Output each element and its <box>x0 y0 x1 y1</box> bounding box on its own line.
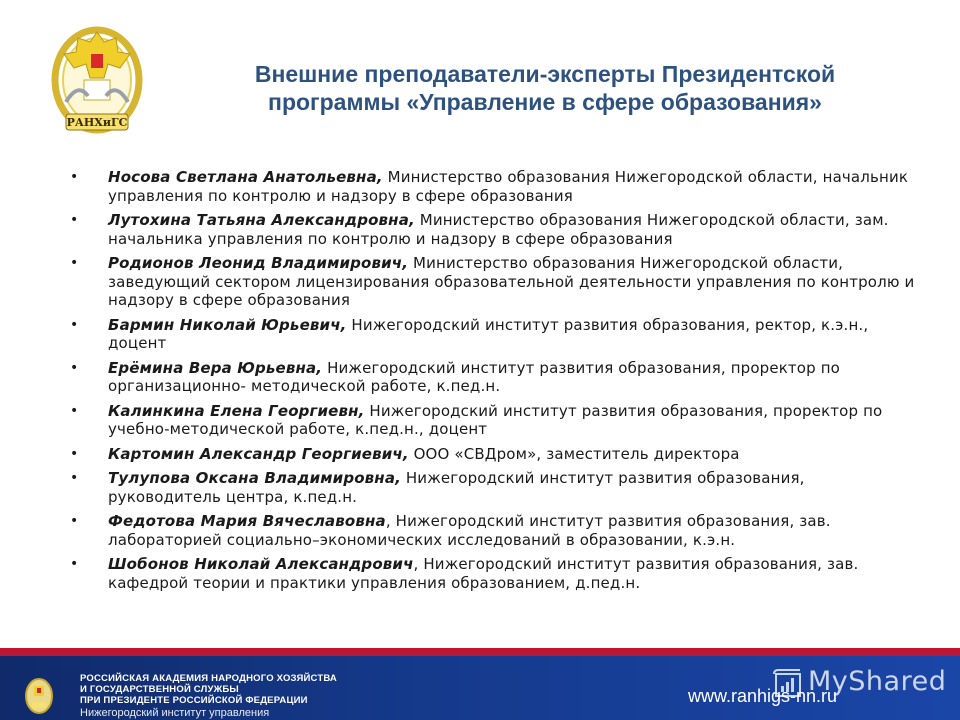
expert-description: Нижегородский институт развития образования, руководитель центра, к.пед.н. <box>108 469 805 506</box>
svg-text:РАНХиГС: РАНХиГС <box>66 116 128 129</box>
ranepa-emblem-logo <box>48 18 146 146</box>
bullet-icon: • <box>70 169 79 185</box>
expert-name: Шобонов Николай Александрович <box>108 555 414 573</box>
footer-red-stripe <box>0 648 960 656</box>
expert-name: Федотова Мария Вячеславовна <box>108 512 386 530</box>
institute-name: Нижегородский институт управления <box>80 707 270 719</box>
expert-description: Министерство образования Нижегородской области, зам. начальника управления по контролю и надзору в сфере образования <box>108 211 889 248</box>
expert-name: Лутохина Татьяна Александровна, <box>108 211 415 229</box>
expert-description: Нижегородский институт развития образования, проректор по учебно-методической работе, к.пед.н., доцент <box>108 401 883 438</box>
org-name-line-3: ПРИ ПРЕЗИДЕНТЕ РОССИЙСКОЙ ФЕДЕРАЦИИ <box>80 695 308 706</box>
expert-description: ООО «СВДром», заместитель директора <box>408 444 740 463</box>
page-title <box>160 60 930 116</box>
expert-item <box>70 359 920 396</box>
myshared-watermark: MyShared <box>808 666 947 697</box>
expert-description: , Нижегородский институт развития образования, зав. лабораторией социально–экономических исследований в образовании, к.э.н. <box>108 512 831 549</box>
bullet-icon: • <box>70 359 79 376</box>
expert-item <box>70 211 920 248</box>
expert-description: Нижегородский институт развития образования, проректор по организационно- методической работе, к.пед.н. <box>108 358 841 395</box>
expert-name: Картомин Александр Георгиевич, <box>108 444 409 463</box>
expert-name: Ерёмина Вера Юрьевна, <box>108 358 323 377</box>
expert-description: Нижегородский институт развития образования, ректор, к.э.н., доцент <box>108 315 869 352</box>
bullet-icon: • <box>70 255 79 271</box>
bullet-icon: • <box>70 212 79 228</box>
expert-item <box>70 469 920 506</box>
bullet-icon: • <box>70 402 79 419</box>
bullet-icon: • <box>70 445 79 462</box>
expert-name: Тулупова Оксана Владимировна, <box>108 469 401 487</box>
expert-description: Министерство образования Нижегородской области, заведующий сектором лицензирования образовательной деятельности управления по контролю и надзору в сфере образования <box>108 254 915 309</box>
expert-item <box>70 168 920 205</box>
website-link[interactable]: www.ranhigs-nn.ru <box>688 686 838 706</box>
expert-name: Калинкина Елена Георгиевн, <box>108 401 365 420</box>
expert-item <box>70 555 920 592</box>
expert-item <box>70 254 920 310</box>
footer-blue-band <box>0 656 960 720</box>
expert-name: Носова Светлана Анатольевна, <box>108 168 383 186</box>
expert-description: Министерство образования Нижегородской области, начальник управления по контролю и надзору в сфере образования <box>108 168 909 205</box>
footer-banner <box>0 648 960 720</box>
footer-organization <box>80 673 337 720</box>
bullet-icon: • <box>70 556 79 572</box>
bullet-icon: • <box>70 470 79 486</box>
expert-description: , Нижегородский институт развития образования, зав. кафедрой теории и практики управления образованием, д.пед.н. <box>108 555 859 592</box>
footer-emblem-icon <box>24 676 54 716</box>
expert-name: Родионов Леонид Владимирович, <box>108 254 409 272</box>
org-name-line-1: РОССИЙСКАЯ АКАДЕМИЯ НАРОДНОГО ХОЗЯЙСТВА <box>80 673 337 684</box>
expert-item <box>70 402 920 439</box>
expert-item <box>70 512 920 549</box>
org-name-line-2: И ГОСУДАРСТВЕННОЙ СЛУЖБЫ <box>80 684 239 695</box>
title-line-2: программы «Управление в сфере образования» <box>268 89 822 115</box>
expert-name: Бармин Николай Юрьевич, <box>108 315 347 334</box>
title-line-1: Внешние преподаватели-эксперты Президентской <box>254 61 836 87</box>
expert-item <box>70 445 920 464</box>
experts-list <box>70 168 920 598</box>
bullet-icon: • <box>70 513 79 529</box>
expert-item <box>70 316 920 353</box>
bullet-icon: • <box>70 316 79 333</box>
